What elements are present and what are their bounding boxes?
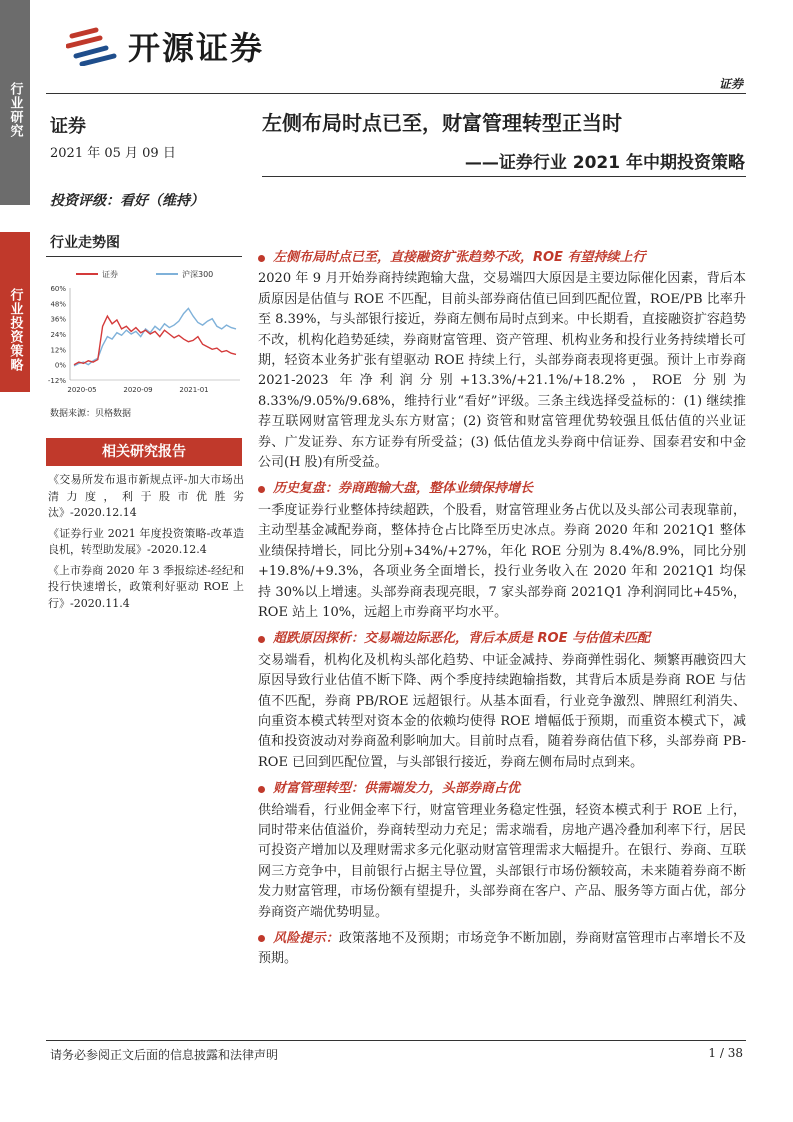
chart-source: 数据来源：贝格数据: [50, 409, 132, 419]
risk-notice: [258, 929, 746, 970]
series-line: [74, 316, 236, 365]
related-report-item[interactable]: 《证券行业 2021 年度投资策略-改革造良机，转型助发展》-2020.12.4: [48, 526, 244, 556]
y-tick-label: 24%: [50, 331, 66, 339]
investment-rating: 投资评级：看好（维持）: [50, 193, 204, 209]
related-report-item[interactable]: 《交易所发布退市新规点评-加大市场出清力度，利于股市优胜劣汰》-2020.12.14: [48, 473, 244, 519]
industry-trend-chart: [36, 264, 246, 404]
section-heading-text: 财富管理转型：供需端发力，头部券商占优: [273, 781, 521, 797]
section-body: 供给端看，行业佣金率下行，财富管理业务稳定性强，轻资本模式利于 ROE 上行，同时带来估值溢价，券商转型动力充足；需求端看，房地产遇冷叠加利率下行，居民可投资产增加以及理财需求多元化驱动财富管理需求大幅提升。在银行、券商、互联网三方竞争中，目前银行占据主导位置，头部银行市场份额较高，未来随着券商不断发力财富管理，市场份额有望提升，头部券商在客户、产品、服务等方面占优，部分券商资产端优势明显。: [258, 802, 746, 920]
section-body: 交易端看，机构化及机构头部化趋势、中证金减持、券商弹性弱化、频繁再融资四大原因导致行业估值不断下降、两个季度持续跑输指数，其背后本质是券商 ROE 与估值不匹配，券商 PB/ROE 远超银行。从基本面看，行业竞争激烈、牌照红利消失、向重资本模式转型对资本金的依赖均使得 ROE 增幅低于预期，而重资本模式下，减值和投资波动对券商盈利影响加大。目前时点看，随着券商估值下移，头部券商 PB-ROE 已回到匹配位置，与头部银行接近，券商左侧布局时点到来。: [258, 652, 746, 770]
bullet-icon: [258, 486, 265, 493]
legend-label: 证券: [102, 270, 118, 279]
bullet-icon: [258, 935, 265, 942]
risk-label: 风险提示：: [273, 931, 339, 946]
brand-logo: [66, 22, 264, 70]
section-heading: [258, 479, 746, 499]
section-heading-text: 左侧布局时点已至，直接融资扩张趋势不改，ROE 有望持续上行: [273, 250, 646, 265]
section-name: 证券: [50, 116, 86, 137]
related-report-item[interactable]: 《上市券商 2020 年 3 季报综述-经纪和投行快速增长，政策利好驱动 ROE 上行》-2020.11.4: [48, 563, 244, 610]
main-content: [258, 248, 746, 976]
bullet-icon: [258, 786, 265, 793]
section-heading: [258, 779, 746, 799]
side-tab-label: 行业投资策略: [7, 288, 23, 372]
section-heading-text: 历史复盘：券商跑输大盘，整体业绩保持增长: [273, 481, 534, 497]
section-heading-text: 超跌原因探析：交易端边际恶化，背后本质是 ROE 与估值未匹配: [273, 631, 650, 647]
x-tick-label: 2020-09: [123, 386, 153, 394]
section-body: 一季度证券行业整体持续超跌，个股看，财富管理业务占优以及头部公司表现靠前，主动型基金减配券商，整体持仓占比降至历史冰点。券商 2020 年和 2021Q1 整体业绩保持增长，同比分别+34%/+27%，年化 ROE 分别为 8.4%/8.9%，同比分别+19.8%/+9.3%，各项业务全面增长，投行业务收入在 2020 年和 2021Q1 均保持 30%以上增速。头部券商表现亮眼，7 家头部券商 2021Q1 净利润同比+45%，ROE 站上 10%，远超上市券商平均水平。: [258, 502, 746, 620]
section-heading: [258, 248, 746, 268]
header-category: 证券: [718, 77, 743, 91]
side-tab-label: 行业研究: [7, 82, 23, 138]
section-body: 2020 年 9 月开始券商持续跑输大盘，交易端四大原因是主要边际催化因素，背后本质原因是估值与 ROE 不匹配，目前头部券商估值已回到匹配位置，ROE/PB 比率升至 8.39%，与头部银行接近，券商左侧布局时点到来。中长期看，直接融资扩容趋势不改，机构化趋势延续，券商财富管理、资产管理、机构业务和投行业务持续增长可期，轻资本业务扩张有望驱动 ROE 持续上行，头部券商表现将更强。预计上市券商 2021-2023 年净利润分别+13.3%/+21.1%/+18.2%，ROE 分别为 8.33%/9.05%/9.68%，维持行业“看好”评级。三条主线选择受益标的：(1) 继续推荐互联网财富管理龙头东方财富；(2) 资管和财富管理优势较强且低估值的兴业证券、广发证券、东方证券有所受益；(3) 低估值龙头券商中信证券、国泰君安和中金公司(H 股)有所受益。: [258, 271, 746, 471]
page-number: 1 / 38: [708, 1046, 743, 1060]
y-tick-label: 0%: [54, 361, 66, 370]
page-subtitle: ——证券行业 2021 年中期投资策略: [464, 153, 745, 173]
page-title: 左侧布局时点已至，财富管理转型正当时: [262, 111, 622, 135]
title-divider: [262, 176, 746, 177]
related-reports-list: [48, 472, 244, 616]
trend-divider: [46, 256, 242, 257]
side-tab-strategy: [0, 232, 30, 392]
x-tick-label: 2020-05: [67, 386, 97, 394]
side-tab-industry-research: [0, 0, 30, 205]
section-heading: [258, 629, 746, 649]
bullet-icon: [258, 636, 265, 643]
trend-title: 行业走势图: [50, 235, 120, 251]
risk-text: 政策落地不及预期；市场竞争不断加剧，券商财富管理市占率增长不及预期。: [258, 931, 746, 967]
header-divider: [46, 93, 746, 94]
logo-mark-icon: [66, 26, 118, 66]
y-tick-label: 60%: [50, 285, 66, 293]
y-tick-label: -12%: [47, 377, 66, 385]
bullet-icon: [258, 255, 265, 262]
legend-label: 沪深300: [182, 270, 214, 279]
y-tick-label: 36%: [50, 315, 66, 324]
x-tick-label: 2021-01: [179, 386, 209, 394]
logo-text: 开源证券: [128, 29, 265, 67]
y-tick-label: 48%: [50, 300, 66, 309]
y-tick-label: 12%: [50, 346, 66, 355]
footer-disclaimer: 请务必参阅正文后面的信息披露和法律声明: [50, 1048, 279, 1062]
footer-divider: [46, 1040, 746, 1041]
report-date: 2021 年 05 月 09 日: [50, 146, 176, 161]
related-reports-header: 相关研究报告: [46, 438, 242, 466]
